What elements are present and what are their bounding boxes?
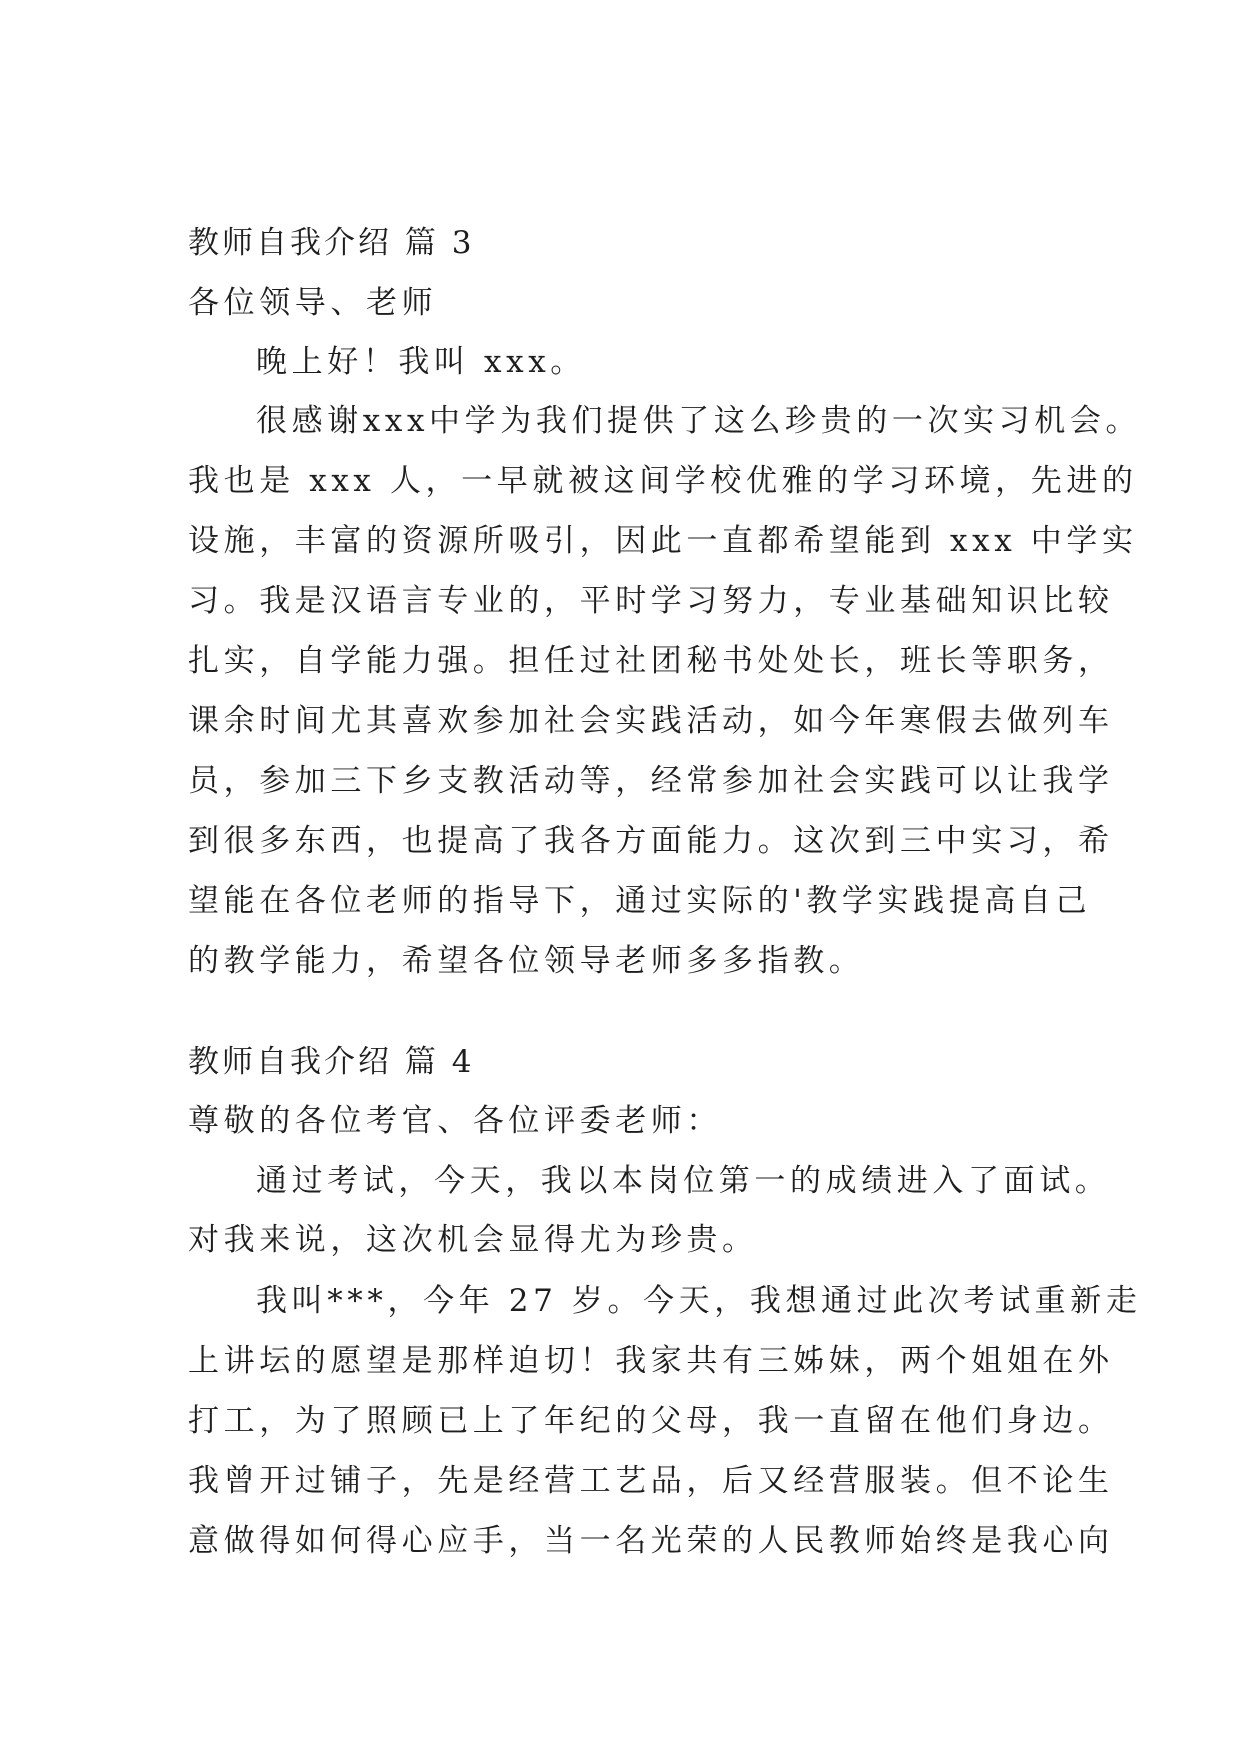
paragraph-line: 的教学能力，希望各位领导老师多多指教。 xyxy=(188,943,865,979)
paragraph-line: 设施，丰富的资源所吸引，因此一直都希望能到 xxx 中学实 xyxy=(188,523,1138,559)
paragraph-line: 课余时间尤其喜欢参加社会实践活动，如今年寒假去做列车 xyxy=(188,703,1114,739)
paragraph-line: 很感谢xxx中学为我们提供了这么珍贵的一次实习机会。 xyxy=(256,403,1142,439)
salutation: 各位领导、老师 xyxy=(188,285,438,321)
paragraph-line: 上讲坛的愿望是那样迫切！我家共有三姊妹，两个姐姐在外 xyxy=(188,1343,1114,1379)
paragraph-line: 对我来说，这次机会显得尤为珍贵。 xyxy=(188,1222,758,1258)
paragraph-line: 我叫***，今年 27 岁。今天，我想通过此次考试重新走 xyxy=(256,1283,1142,1319)
paragraph-line: 我也是 xxx 人，一早就被这间学校优雅的学习环境，先进的 xyxy=(188,463,1138,499)
paragraph-line: 望能在各位老师的指导下，通过实际的'教学实践提高自己 xyxy=(188,883,1092,919)
paragraph-line: 晚上好！我叫 xxx。 xyxy=(256,344,586,380)
paragraph-line: 员，参加三下乡支教活动等，经常参加社会实践可以让我学 xyxy=(188,763,1114,799)
paragraph-line: 到很多东西，也提高了我各方面能力。这次到三中实习，希 xyxy=(188,823,1114,859)
paragraph-line: 扎实，自学能力强。担任过社团秘书处处长，班长等职务， xyxy=(188,643,1114,679)
section-heading: 教师自我介绍 篇 4 xyxy=(188,1044,475,1080)
paragraph-line: 我曾开过铺子，先是经营工艺品，后又经营服装。但不论生 xyxy=(188,1463,1114,1499)
section-heading: 教师自我介绍 篇 3 xyxy=(188,225,475,261)
paragraph-line: 通过考试，今天，我以本岗位第一的成绩进入了面试。 xyxy=(256,1163,1111,1199)
salutation: 尊敬的各位考官、各位评委老师： xyxy=(188,1103,722,1139)
paragraph-line: 意做得如何得心应手，当一名光荣的人民教师始终是我心向 xyxy=(188,1523,1114,1559)
paragraph-line: 打工，为了照顾已上了年纪的父母，我一直留在他们身边。 xyxy=(188,1403,1114,1439)
paragraph-line: 习。我是汉语言专业的，平时学习努力，专业基础知识比较 xyxy=(188,583,1114,619)
